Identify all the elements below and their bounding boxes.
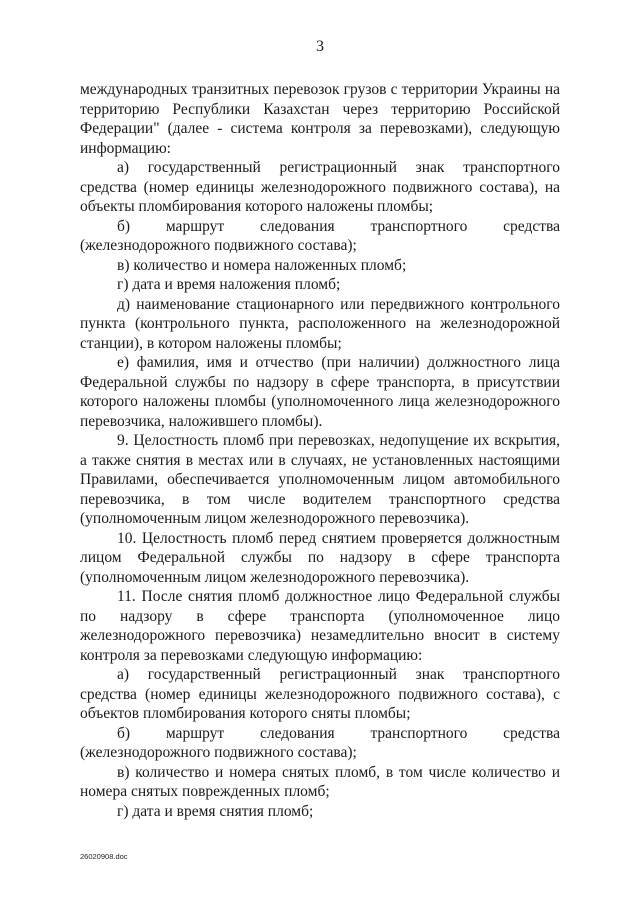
file-name-footer: 26020908.doc <box>80 852 128 861</box>
paragraph: д) наименование стационарного или передвижного контрольного пункта (контрольного пункта, расположенного на железнодорожной станции), в котором наложены пломбы; <box>80 295 560 352</box>
paragraph: в) количество и номера наложенных пломб; <box>117 256 407 274</box>
paragraph: в) количество и номера снятых пломб, в том числе количество и номера снятых поврежденных пломб; <box>80 763 560 800</box>
paragraph: г) дата и время снятия пломб; <box>117 802 314 820</box>
paragraph: 9. Целостность пломб при перевозках, недопущение их вскрытия, а также снятия в местах или в случаях, не установленных настоящими Правилами, обеспечивается уполномоченным лицом автомобильного перевозчика, в том числе водителем транспортного средства (уполномоченным лицом железнодорожного перевозчика). <box>80 432 560 527</box>
paragraph: г) дата и время наложения пломб; <box>117 276 341 293</box>
document-body <box>80 80 560 821</box>
paragraph: е) фамилия, имя и отчество (при наличии) должностного лица Федеральной службы по надзору в сфере транспорта, в присутствии которого наложены пломбы (уполномоченного лица железнодорожного перевозчика, наложившего пломбы). <box>80 354 560 430</box>
paragraph: 11. После снятия пломб должностное лицо Федеральной службы по надзору в сфере транспорта (уполномоченное лицо железнодорожного перевозчика) незамедлительно вносит в систему контроля за перевозками следующую информацию: <box>80 588 560 664</box>
paragraph: б) маршрут следования транспортного средства (железнодорожного подвижного состава); <box>80 217 560 254</box>
page-number: 3 <box>316 38 324 55</box>
paragraph: а) государственный регистрационный знак транспортного средства (номер единицы железнодорожного подвижного состава), на объекты пломбирования которого наложены пломбы; <box>80 159 560 215</box>
paragraph: 10. Целостность пломб перед снятием проверяется должностным лицом Федеральной службы по надзору в сфере транспорта (уполномоченным лицом железнодорожного перевозчика). <box>80 529 560 586</box>
paragraph: а) государственный регистрационный знак транспортного средства (номер единицы железнодорожного подвижного состава), с объектов пломбирования которого сняты пломбы; <box>80 666 560 722</box>
paragraph: международных транзитных перевозок грузов с территории Украины на территорию Республики Казахстан через территорию Российской Федерации" (далее - система контроля за перевозками), следующую информацию: <box>80 81 560 157</box>
paragraph: б) маршрут следования транспортного средства (железнодорожного подвижного состава); <box>80 724 560 761</box>
